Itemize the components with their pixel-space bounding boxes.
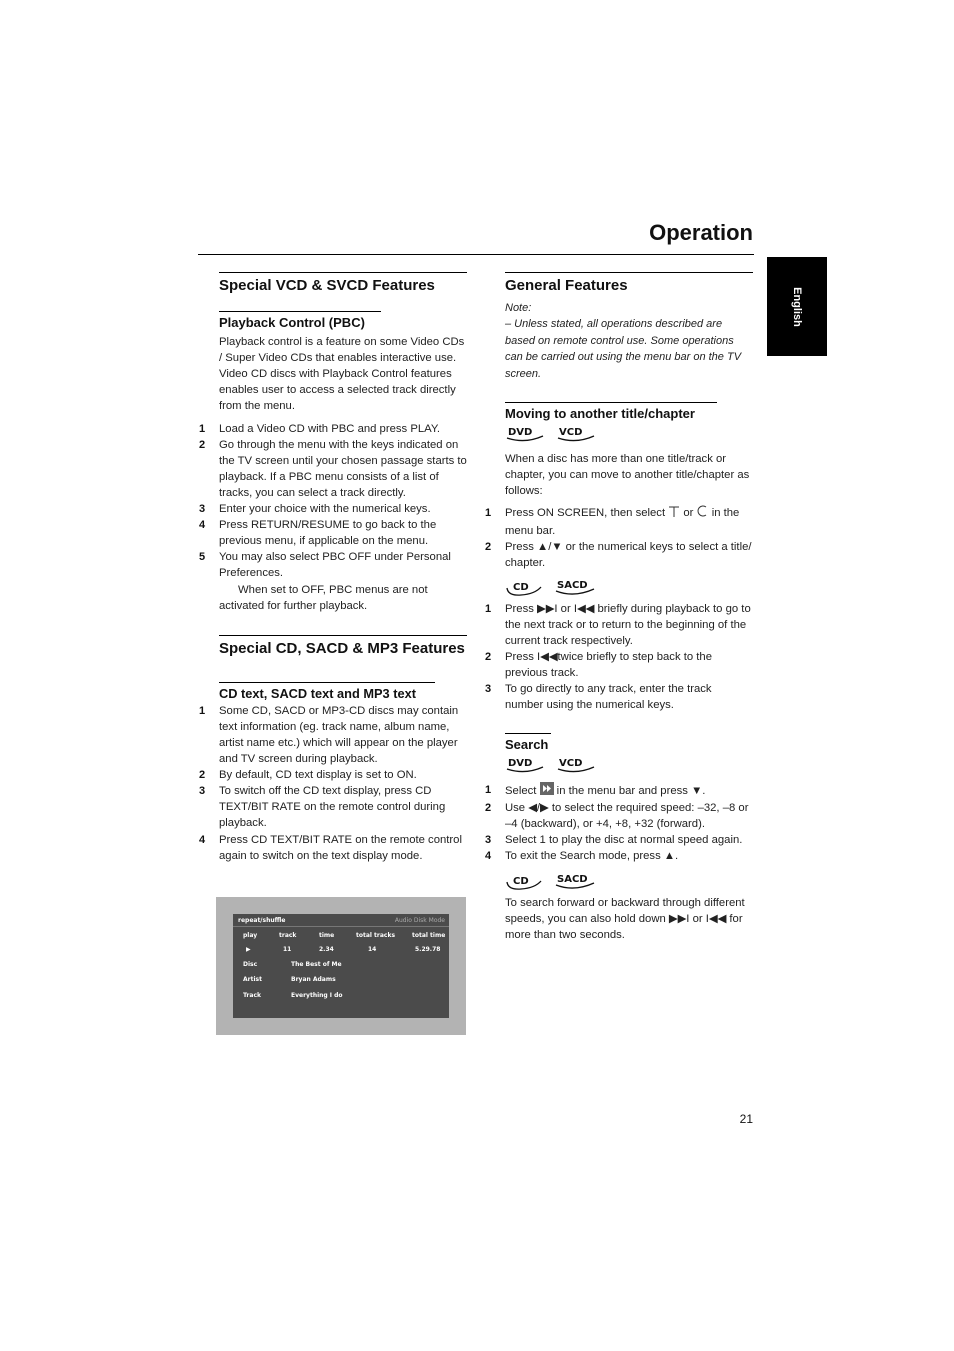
cd-logo-icon	[505, 873, 543, 889]
language-tab-label: English	[791, 287, 803, 327]
screen-row-label: Track	[243, 992, 261, 999]
sacd-logo-icon	[554, 873, 596, 889]
screen-value: ▶	[246, 946, 251, 953]
cdtext-heading: CD text, SACD text and MP3 text	[219, 682, 435, 702]
page-title: Operation	[649, 220, 753, 245]
sacd-logo-label: SACD	[557, 579, 588, 591]
list-item: 2 By default, CD text display is set to ON.	[199, 769, 417, 782]
page-number: 21	[739, 1112, 753, 1126]
disc-logos-dvd-vcd	[505, 425, 753, 447]
screen-header: track	[279, 932, 297, 939]
list-item: 1 Load a Video CD with PBC and press PLAY.	[199, 422, 441, 435]
list-item: 1 Some CD, SACD or MP3-CD discs may contain text information (eg. track name, album name, artist name etc.) which will appear on the player and TV screen during playback.	[199, 704, 459, 766]
dvd-logo-label: DVD	[508, 757, 533, 769]
vcd-logo-icon	[556, 425, 596, 441]
search-heading: Search	[505, 733, 551, 753]
cdtext-steps	[199, 703, 467, 864]
tv-screen	[233, 914, 449, 1018]
list-item: 4 Press CD TEXT/BIT RATE on the remote control again to switch on the text display mode.	[199, 833, 462, 862]
screen-header: total tracks	[356, 932, 396, 939]
moving-intro: When a disc has more than one title/track or chapter, you can move to another title/chapter as follows:	[505, 453, 750, 498]
screen-row-value: Bryan Adams	[291, 976, 336, 983]
list-item: 1 Press ▶▶I or I◀◀ briefly during playback to go to the next track or to return to the beginning of the current track respectively.	[485, 602, 751, 648]
list-item: 3 Enter your choice with the numerical keys.	[199, 503, 431, 516]
screen-header: play	[243, 932, 258, 939]
pbc-intro: Playback control is a feature on some Video CDs / Super Video CDs that enables interactive use. Video CD discs with Playback Control features enables user to access a selected track directly from the menu.	[219, 336, 465, 413]
list-item: 4 Press RETURN/RESUME to go back to the previous menu, if applicable on the menu.	[199, 519, 437, 548]
note-text: – Unless stated, all operations described are based on remote control use. Some operations can be carried out using the menu bar on the TV screen.	[505, 318, 742, 380]
screen-mode-left: repeat/shuffle	[238, 917, 286, 924]
list-item: 1 Press ON SCREEN, then select or in the menu bar.	[485, 507, 740, 537]
pbc-heading: Playback Control (PBC)	[219, 311, 381, 331]
cd-logo-label: CD	[513, 581, 529, 593]
vcd-logo-icon	[556, 756, 596, 772]
tv-screen-illustration	[216, 897, 466, 1035]
note-label: Note:	[505, 302, 532, 314]
list-item: 3 To go directly to any track, enter the track number using the numerical keys.	[485, 683, 712, 712]
disc-logos-cd-sacd	[505, 579, 753, 601]
list-item: 3 Select 1 to play the disc at normal speed again.	[485, 833, 743, 846]
screen-header: time	[319, 932, 335, 939]
list-item: 2 Go through the menu with the keys indicated on the TV screen until your chosen passage starts to playback. If a PBC menu consists of a list of tracks, you can select a track directly.	[199, 438, 467, 499]
list-item: 2 Use ◀/▶ to select the required speed: –32, –8 or –4 (backward), or +4, +8, +32 (forward).	[485, 801, 749, 830]
screen-value: 5.29.78	[415, 946, 441, 953]
search-fast-forward-icon	[540, 782, 554, 800]
pbc-after-note: When set to OFF, PBC menus are not activated for further playback.	[219, 583, 428, 612]
moving-heading: Moving to another title/chapter	[505, 402, 717, 422]
sacd-logo-label: SACD	[557, 874, 588, 886]
chapter-icon	[697, 505, 709, 522]
list-item: 2 Press ▲/▼ or the numerical keys to select a title/ chapter.	[485, 540, 752, 569]
screen-value: 11	[283, 946, 292, 953]
dvd-logo-icon	[505, 756, 545, 772]
title-icon	[668, 506, 680, 522]
screen-value: 14	[368, 946, 377, 953]
cd-logo-icon	[505, 579, 543, 595]
list-item: 2 Press I◀◀twice briefly to step back to the previous track.	[485, 651, 712, 680]
dvd-logo-icon	[505, 425, 545, 441]
screen-value: 2.34	[319, 946, 334, 953]
search-tail: To search forward or backward through different speeds, you can also hold down ▶▶I or I◀◀ for more than two seconds.	[505, 897, 745, 942]
screen-row-label: Disc	[243, 961, 258, 968]
right-column	[485, 272, 753, 943]
screen-row-value: Everything I do	[291, 992, 343, 999]
cd-section-heading: Special CD, SACD & MP3 Features	[219, 635, 467, 682]
screen-row-value: The Best of Me	[291, 961, 342, 968]
title-rule	[198, 254, 754, 255]
list-item: 4 To exit the Search mode, press ▲.	[485, 849, 679, 862]
general-heading: General Features	[505, 272, 753, 300]
disc-logos-cd-sacd-search	[505, 873, 753, 895]
dvd-logo-label: DVD	[508, 427, 533, 439]
sacd-logo-icon	[554, 579, 596, 595]
list-item: 3 To switch off the CD text display, press CD TEXT/BIT RATE on the remote control during playback.	[199, 785, 446, 830]
pbc-steps	[199, 421, 467, 614]
cd-logo-label: CD	[513, 876, 529, 888]
vcd-logo-label: VCD	[559, 427, 583, 439]
vcd-logo-label: VCD	[559, 757, 583, 769]
screen-row-label: Artist	[243, 976, 262, 983]
screen-mode-right: Audio Disk Mode	[394, 917, 445, 924]
left-column	[199, 272, 467, 864]
disc-logos-dvd-vcd-search	[505, 756, 753, 778]
screen-header: total time	[412, 932, 446, 939]
vcd-section-heading: Special VCD & SVCD Features	[219, 272, 467, 311]
list-item: 1 Select in the menu bar and press ▼.	[505, 782, 753, 800]
language-tab	[767, 257, 827, 356]
list-item: 5 You may also select PBC OFF under Personal Preferences.	[199, 551, 451, 580]
